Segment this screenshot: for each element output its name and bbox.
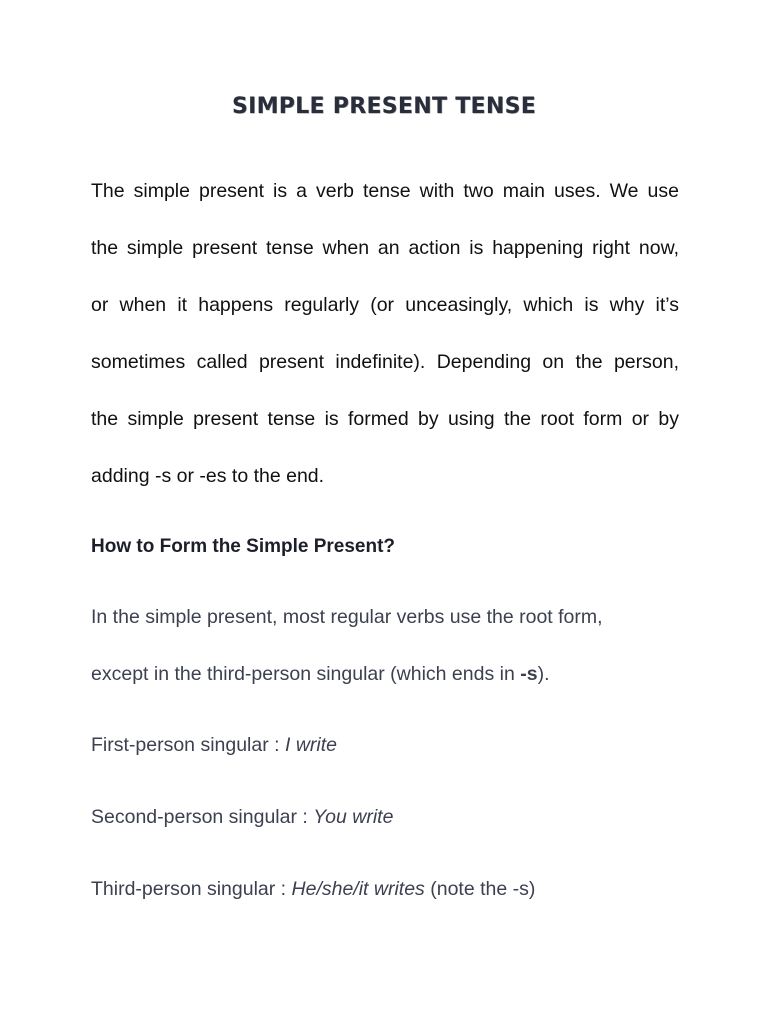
intro-line: the simple present tense when an action is happening right now, bbox=[91, 237, 679, 259]
formation-paragraph bbox=[91, 589, 691, 703]
section-heading: How to Form the Simple Present? bbox=[91, 536, 396, 557]
example-phrase: I write bbox=[284, 734, 337, 756]
intro-line: or when it happens regularly (or unceasingly, which is why it’s bbox=[91, 294, 679, 316]
intro-line: The simple present is a verb tense with two main uses. We use bbox=[91, 180, 679, 202]
formation-text: ). bbox=[537, 663, 550, 685]
intro-line: sometimes called present indefinite). Depending on the person, bbox=[91, 351, 679, 373]
suffix-highlight: -s bbox=[520, 663, 538, 685]
third-person-example bbox=[91, 878, 535, 901]
intro-paragraph bbox=[91, 163, 679, 505]
person-label: Second-person singular : bbox=[91, 806, 314, 828]
first-person-example bbox=[91, 734, 337, 757]
person-label: Third-person singular : bbox=[91, 878, 292, 900]
intro-line: the simple present tense is formed by using the root form or by bbox=[91, 408, 679, 430]
example-note: (note the -s) bbox=[424, 878, 536, 900]
second-person-example bbox=[91, 806, 393, 829]
formation-text: except in the third-person singular (which ends in bbox=[91, 663, 521, 685]
example-phrase: He/she/it writes bbox=[291, 878, 425, 900]
formation-line: In the simple present, most regular verbs use the root form, bbox=[91, 606, 603, 628]
person-label: First-person singular : bbox=[91, 734, 285, 756]
example-phrase: You write bbox=[313, 806, 394, 828]
formation-line bbox=[91, 646, 691, 703]
page-title: SIMPLE PRESENT TENSE bbox=[231, 94, 537, 119]
intro-line: adding -s or -es to the end. bbox=[91, 465, 325, 487]
